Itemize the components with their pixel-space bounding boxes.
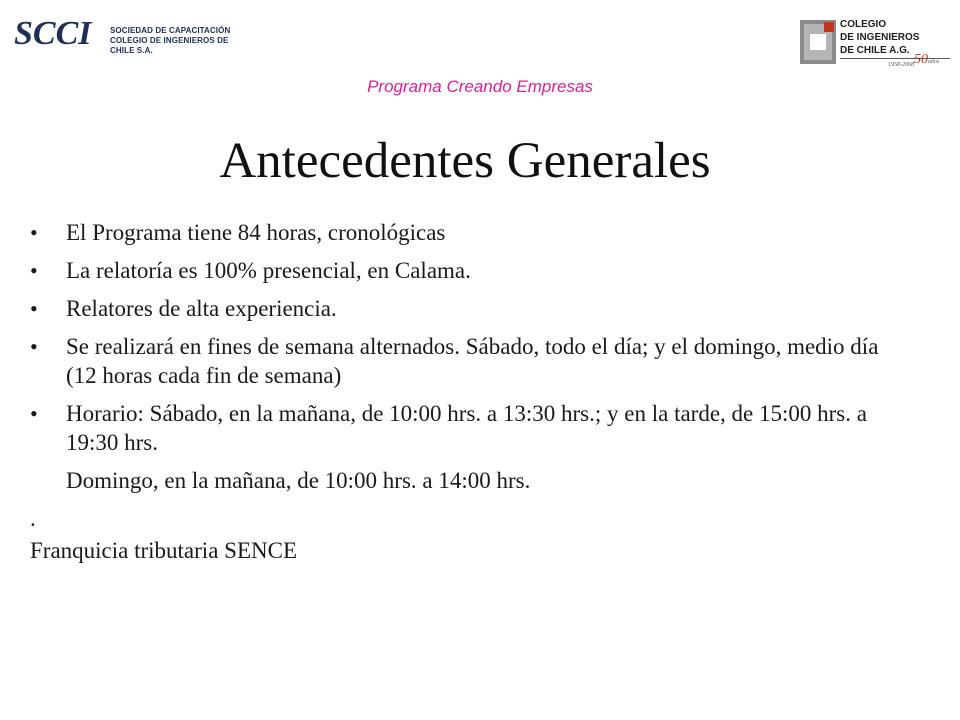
bullet-item: • Horario: Sábado, en la mañana, de 10:00 hrs. a 13:30 hrs.; y en la tarde, de 15:00 hrs. a 19:30 hrs. (30, 399, 910, 457)
scci-logo-line1: SOCIEDAD DE CAPACITACIÓN (110, 26, 231, 35)
scci-logo-line2: COLEGIO DE INGENIEROS DE CHILE S.A. (110, 36, 229, 55)
footer-line: Franquicia tributaria SENCE (30, 538, 297, 563)
program-subtitle: Programa Creando Empresas (367, 77, 593, 96)
anniversary-suffix: años (928, 59, 940, 65)
scci-logo (14, 14, 254, 55)
bullet-item: • Se realizará en fines de semana alternados. Sábado, todo el día; y el domingo, medio día (12 horas cada fin de semana) (30, 332, 910, 390)
colegio-logo-anniversary (914, 52, 939, 68)
colegio-logo-years: 1958-2008 (888, 62, 914, 68)
bullet-item: • La relatoría es 100% presencial, en Calama. (30, 256, 910, 285)
colegio-logo-line3: DE CHILE A.G. (840, 45, 910, 56)
bullet-item: • El Programa tiene 84 horas, cronológicas (30, 218, 910, 247)
bullet-item: • Relatores de alta experiencia. (30, 294, 910, 323)
scci-logo-mark (14, 14, 108, 50)
scci-logo-text: SCCI (14, 15, 92, 50)
slide-content (30, 218, 910, 574)
scci-logo-caption (110, 26, 254, 56)
colegio-logo-line2: DE INGENIEROS (840, 32, 920, 43)
colegio-logo-line1: COLEGIO (840, 19, 887, 30)
colegio-ingenieros-logo (800, 16, 950, 76)
separator-dot: . (30, 506, 36, 531)
page-title: Antecedentes Generales (219, 133, 711, 189)
colegio-logo-words (840, 18, 919, 57)
anniversary-number: 50 (914, 52, 928, 67)
colegio-logo-mark-icon (800, 20, 836, 64)
schedule-sunday: Domingo, en la mañana, de 10:00 hrs. a 14:00 hrs. (66, 468, 531, 493)
